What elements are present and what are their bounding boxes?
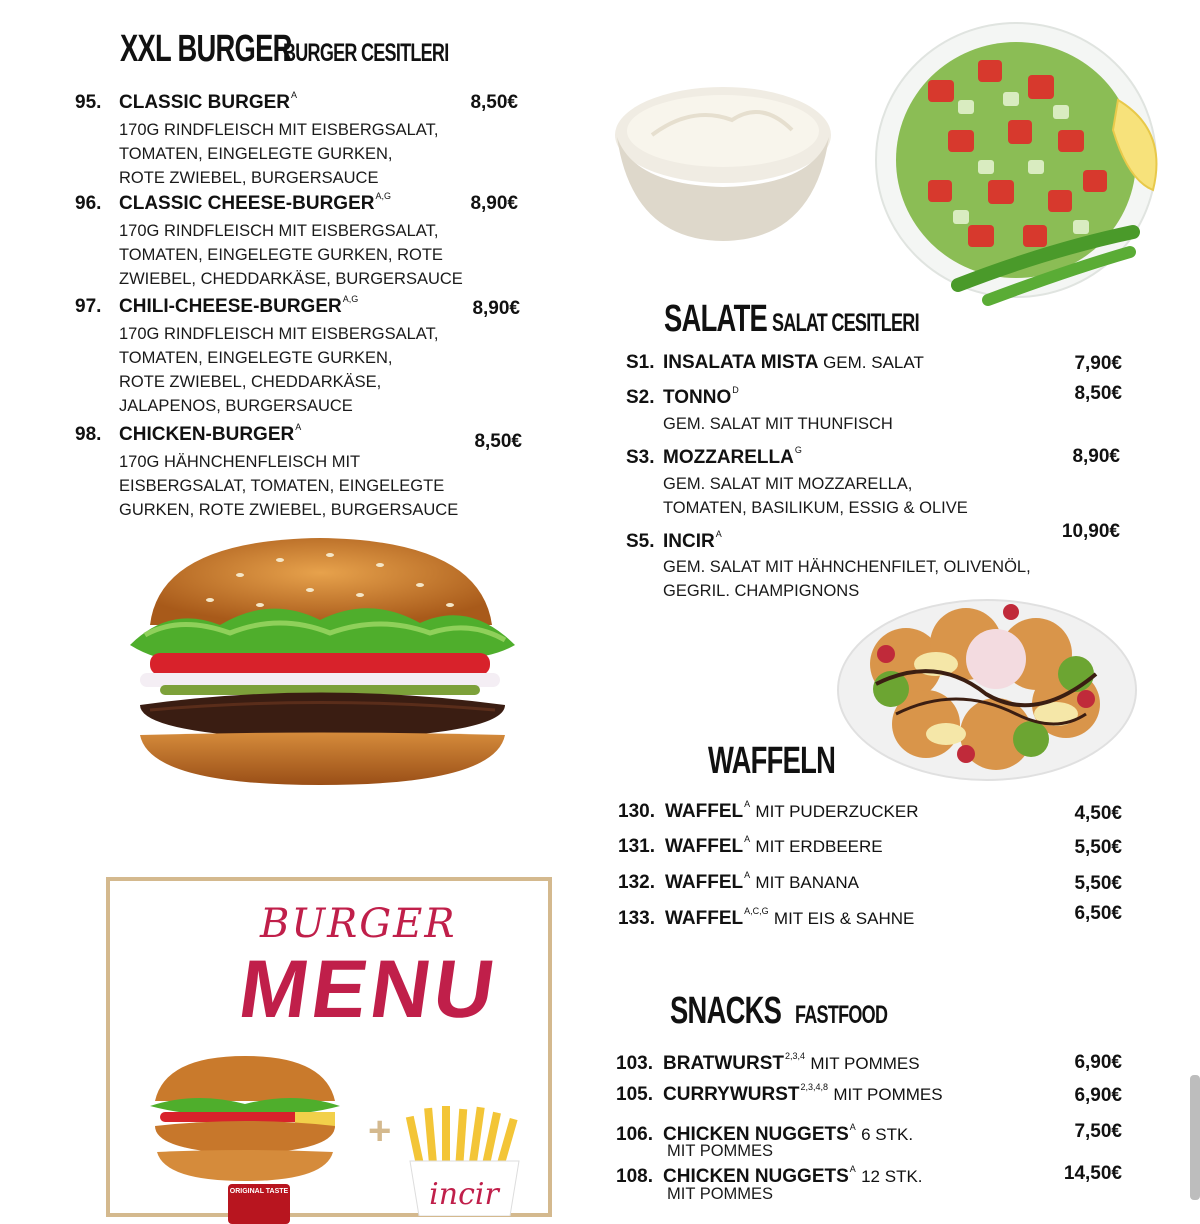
item-description: MIT POMMES [667, 1142, 774, 1160]
item-name: CHICKEN-$BURGER^A$ [119, 422, 302, 445]
salad-bowl-photo [868, 20, 1173, 310]
item-name: $WAFFEL^{A,C,G}$ MIT EIS & SAHNE [665, 906, 915, 929]
waffle-section-heading [708, 740, 885, 783]
item-name: $MOZZARELLA^G$ [663, 445, 802, 468]
item-price: 8,90€ [1072, 446, 1120, 467]
item-number: 108. [616, 1166, 653, 1187]
item-name: $WAFFEL^A$ MIT BANANA [665, 870, 859, 893]
item-number: 103. [616, 1053, 653, 1074]
item-name: BRATWURST$^{2,3,4}$ MIT POMMES [663, 1051, 920, 1074]
item-number: S2. [626, 387, 655, 408]
item-description: GEM. SALAT MIT MOZZARELLA, TOMATEN, BASILIKUM, ESSIG & OLIVE [663, 475, 968, 517]
item-description: 170G RINDFLEISCH MIT EISBERGSALAT, TOMATEN, EINGELEGTE GURKEN, ROTE ZWIEBEL, CHEDDARKÄSE, JALAPENOS, BURGERSAUCE [119, 325, 439, 415]
item-number: 132. [618, 872, 655, 893]
promo-burger-word: BURGER [260, 901, 457, 947]
item-price: 14,50€ [1063, 1163, 1122, 1184]
item-name: CLASSIC CHEESE-$BURGER^{A,G}$ [119, 191, 391, 214]
dip-sauce-photo [612, 75, 834, 243]
item-price: 6,90€ [1074, 1085, 1122, 1106]
item-description: GEM. SALAT MIT THUNFISCH [663, 415, 893, 433]
item-number: 96. [75, 193, 102, 214]
item-number: 95. [75, 92, 102, 113]
item-name: CHILI-$CHEESE-BURGER^{A,G}$ [119, 294, 359, 317]
salad-section-subtitle: SALAT CESITLERI [771, 309, 919, 337]
item-price: 8,50€ [470, 92, 518, 113]
promo-menu-word: MENU [233, 944, 504, 1035]
item-price: 7,90€ [1074, 353, 1122, 374]
item-price: 5,50€ [1074, 873, 1122, 894]
item-name: CHICKEN $NUGGETS^A$ 12 STK. [663, 1164, 923, 1187]
item-number: S1. [626, 352, 655, 373]
item-description: GEM. SALAT MIT HÄHNCHENFILET, OLIVENÖL, GEGRIL. CHAMPIGNONS [663, 558, 1031, 600]
plus-icon: + [368, 1109, 392, 1153]
salad-section-title: SALATE [664, 298, 768, 340]
snack-section-title: SNACKS [670, 990, 782, 1032]
vertical-scrollbar[interactable] [1190, 1075, 1200, 1200]
item-price: 8,90€ [472, 298, 520, 319]
chicken-burger-photo [145, 1056, 345, 1186]
item-number: 131. [618, 836, 655, 857]
drink-can-photo [228, 1184, 290, 1224]
item-description: 170G RINDFLEISCH MIT EISBERGSALAT, TOMATEN, EINGELEGTE GURKEN, ROTE ZWIEBEL, CHEDDARKÄSE, BURGERSAUCE [119, 222, 463, 288]
can-label: ORIGINAL TASTE [229, 1188, 289, 1195]
item-number: 97. [75, 296, 102, 317]
item-name: CHICKEN $NUGGETS^A$ 6 STK. [663, 1122, 914, 1145]
item-price: 6,90€ [1074, 1052, 1122, 1073]
snack-section-subtitle: FASTFOOD [794, 1001, 888, 1029]
item-number: 98. [75, 424, 102, 445]
burger-section-subtitle: BURGER CESITLERI [282, 39, 449, 67]
waffle-section-title: WAFFELN [708, 740, 836, 782]
item-price: 7,50€ [1074, 1121, 1122, 1142]
item-name: INSALATA MISTA GEM. SALAT [663, 352, 924, 373]
burger-menu-promo [106, 877, 552, 1217]
item-price: 8,90€ [470, 193, 518, 214]
item-number: S3. [626, 447, 655, 468]
item-name: $WAFFEL^A$ MIT ERDBEERE [665, 834, 883, 857]
item-price: 8,50€ [474, 431, 522, 452]
item-description: MIT POMMES [667, 1185, 774, 1203]
burger-section-heading [120, 28, 513, 71]
salad-section-heading [664, 298, 976, 341]
item-description: 170G RINDFLEISCH MIT EISBERGSALAT, TOMATEN, EINGELEGTE GURKEN, ROTE ZWIEBEL, BURGERSAUCE [119, 121, 439, 187]
fries-label: incir [429, 1177, 499, 1212]
item-price: 4,50€ [1074, 803, 1122, 824]
item-price: 6,50€ [1074, 903, 1122, 924]
item-price: 8,50€ [1074, 383, 1122, 404]
item-number: 130. [618, 801, 655, 822]
item-number: 105. [616, 1084, 653, 1105]
item-description: 170G HÄHNCHENFLEISCH MIT EISBERGSALAT, TOMATEN, EINGELEGTE GURKEN, ROTE ZWIEBEL, BURGERSAUCE [119, 453, 459, 519]
item-number: S5. [626, 531, 655, 552]
snack-section-heading [670, 990, 923, 1033]
item-name: CLASSIC $BURGER^A$ [119, 90, 298, 113]
item-number: 106. [616, 1124, 653, 1145]
item-name: $WAFFEL^A$ MIT PUDERZUCKER [665, 799, 919, 822]
burger-photo [120, 535, 520, 790]
burger-section-title: XXL BURGER [120, 28, 292, 70]
item-name: CURRYWURST$^{2,3,4,8}$ MIT POMMES [663, 1082, 943, 1105]
item-price: 10,90€ [1061, 521, 1120, 542]
item-price: 5,50€ [1074, 837, 1122, 858]
item-number: 133. [618, 908, 655, 929]
item-name: $INCIR^A$ [663, 529, 722, 552]
item-name: $TONNO^D$ [663, 385, 739, 408]
